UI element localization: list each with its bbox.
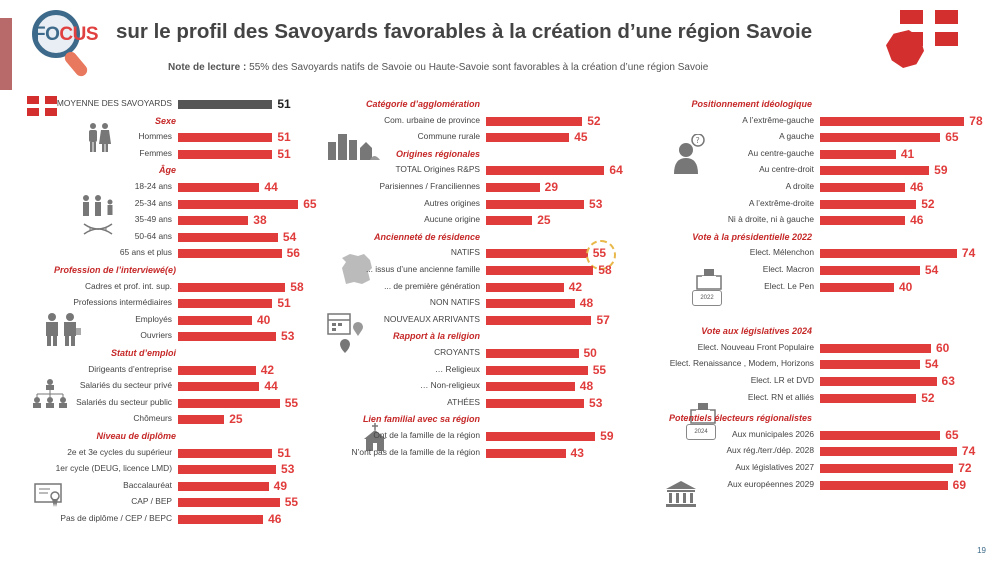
bar-label: Hommes [138,131,172,142]
value-label: 46 [910,180,924,194]
section-heading: Rapport à la religion [392,331,480,342]
bar [486,249,588,258]
section-heading: Lien familial avec sa région [362,414,480,425]
bar [820,464,953,473]
bar [486,200,584,209]
bar [820,166,929,175]
bar-label: Dirigeants d’entreprise [88,363,172,374]
ballot-box-icon [694,268,724,290]
bar-label: CROYANTS [434,347,480,357]
bar [820,183,905,192]
bar [820,377,937,386]
bar [178,233,278,242]
value-label: 56 [286,246,300,261]
value-label: 43 [570,445,584,460]
value-label: 51 [277,97,291,111]
value-label: 54 [924,263,939,277]
value-label: 51 [277,296,291,311]
value-label: 65 [303,196,317,211]
bar [820,431,940,440]
bar [486,283,564,292]
bar-label: Com. urbaine de province [384,114,480,125]
bar [178,316,252,325]
bar-label: Professions intermédiaires [73,297,172,308]
bar-label: Elect. Mélenchon [749,247,814,258]
bar [486,166,604,175]
bar-label: Ni à droite, ni à gauche [727,214,814,225]
value-label: 55 [592,246,607,261]
bar [486,316,591,325]
page-number: 19 [977,546,986,555]
bar [486,399,584,408]
bar [178,216,248,225]
value-label: 54 [282,229,297,244]
bar [820,216,905,225]
bar [486,133,569,142]
value-label: 42 [260,362,275,377]
bar [820,394,916,403]
bar [178,415,224,424]
bar-label: 25-34 ans [134,197,172,208]
bar-label: ... de première génération [384,280,480,291]
bar [178,382,259,391]
bar-label: Chômeurs [133,413,172,424]
org-chart-icon [32,378,68,408]
bar-label: Elect. Nouveau Front Populaire [697,341,814,352]
bar [178,249,282,258]
bar [486,299,575,308]
year-badge: 2022 [692,290,722,306]
value-label: 25 [229,412,243,427]
bar [178,449,272,458]
bar [178,183,259,192]
bar-label: A gauche [779,131,814,142]
section-heading: Potentiels électeurs régionalistes [668,413,812,424]
bar-label: Employés [135,313,172,324]
bar-label: Ouvriers [140,330,172,341]
section-heading: Statut d’emploi [111,348,176,358]
value-label: 53 [281,329,295,344]
bar [178,200,298,209]
accent-bar [0,18,12,90]
bar-label: Baccalauréat [123,479,172,490]
value-label: 74 [961,444,976,459]
value-label: 53 [589,196,603,211]
worker-icon [42,312,82,348]
value-label: 40 [257,312,271,327]
value-label: 46 [268,512,282,526]
bar-label: 1er cycle (DEUG, licence LMD) [55,463,172,474]
value-label: 45 [574,130,588,145]
bar-label: Cadres et prof. int. sup. [84,280,172,291]
bar-label: 50-64 ans [134,230,172,241]
bar [486,432,595,441]
bar-label: Aux européennes 2029 [727,478,814,489]
bar [178,150,272,159]
bar [820,200,916,209]
bar-label: CAP / BEP [131,496,172,507]
calendar-location-icon [326,310,364,354]
bar-label: TOTAL Origines R&PS [395,164,480,175]
bar-label: NOUVEAUX ARRIVANTS [383,313,480,324]
reading-note: Note de lecture : 55% des Savoyards natifs de Savoie ou Haute-Savoie sont favorables à la création d’une région Savoie [168,62,709,73]
bar [820,481,948,490]
bar [178,515,263,524]
value-label: 48 [579,296,594,311]
section-heading: Vote aux législatives 2024 [701,326,812,337]
section-heading: Origines régionales [395,148,480,159]
value-label: 65 [945,427,959,442]
family-dna-icon [78,194,118,240]
bar-label: Aucune origine [424,214,480,225]
value-label: 65 [945,130,959,145]
value-label: 25 [537,213,551,228]
bar [486,349,579,358]
value-label: 44 [264,379,278,394]
bar [178,332,276,341]
value-label: 51 [277,130,291,145]
bar-label: ATHÉES [447,396,480,407]
value-label: 64 [609,163,623,178]
bar-label: A droite [785,181,814,191]
bar-label: 65 ans et plus [119,247,172,258]
bar-label: NON NATIFS [429,297,480,308]
bar [820,133,940,142]
section-heading: Catégorie d’agglomération [365,99,480,109]
bar [820,283,894,292]
value-label: 46 [910,213,924,228]
value-label: 44 [264,180,278,194]
bar [178,465,276,474]
value-label: 55 [284,395,299,410]
value-label: 52 [921,390,935,405]
bar [178,283,285,292]
bar-label: A l’extrême-gauche [742,114,814,125]
value-label: 59 [934,163,948,178]
bar-label: N’ont pas de la famille de la région [351,446,480,457]
value-label: 29 [544,180,558,194]
section-heading: Ancienneté de résidence [373,231,480,242]
section-heading: Positionnement idéologique [691,99,812,109]
bar [486,382,575,391]
value-label: 49 [273,478,287,493]
value-label: 40 [899,279,913,294]
bar-label: Parisiennes / Franciliennes [379,181,480,191]
value-label: 42 [568,279,583,294]
value-label: 54 [924,357,939,372]
bar [820,150,896,159]
bar [486,183,540,192]
bar-label: Salariés du secteur privé [79,380,172,391]
value-label: 55 [284,495,299,510]
bar-label: Ont de la famille de la région [373,430,480,440]
bar-label: Elect. RN et alliés [747,391,814,402]
bar [486,366,588,375]
value-label: 50 [583,346,597,360]
value-label: 53 [281,462,295,477]
bar-label: … Religieux [434,363,480,374]
value-label: 74 [961,246,976,261]
savoy-flag-icon [27,96,57,116]
bar-label: MOYENNE DES SAVOYARDS [56,98,172,108]
bar [486,216,532,225]
bar [178,482,269,491]
value-label: 57 [596,312,610,327]
bar-label: Au centre-droit [759,164,814,175]
bar-label: Pas de diplôme / CEP / BEPC [60,513,172,523]
bar-label: Autres origines [424,197,480,208]
bar [820,117,964,126]
value-label: 59 [600,429,614,443]
section-heading: Vote à la présidentielle 2022 [692,231,812,242]
man-woman-icon [86,122,112,154]
bar-label: ... issus d’une ancienne famille [365,264,480,274]
bar [178,366,256,375]
value-label: 55 [592,362,607,377]
svg-text:?: ? [695,136,700,145]
value-label: 41 [900,146,915,161]
section-heading: Niveau de diplôme [96,431,176,441]
bar-label: Elect. Le Pen [764,280,814,291]
bar-label: 35-49 ans [134,214,172,225]
value-label: 78 [969,113,983,128]
bar-label: Au centre-gauche [747,147,814,158]
bar-label: Commune rurale [417,131,480,142]
value-label: 38 [253,213,267,228]
bar-label: Elect. Renaissance , Modem, Horizons [669,358,814,369]
value-label: 51 [277,146,291,161]
bar-label: A l’extrême-droite [748,197,814,208]
bar-label: Aux rég./terr./dép. 2028 [726,445,814,456]
bar-label: 2e et 3e cycles du supérieur [67,446,172,457]
value-label: 52 [587,113,601,128]
bar-label: Elect. LR et DVD [750,375,814,385]
bar-label: Femmes [139,147,172,158]
bar [820,344,931,353]
bar-label: Elect. Macron [762,264,814,274]
bar [486,266,593,275]
bar [178,133,272,142]
bar [486,449,566,458]
value-label: 58 [598,263,612,277]
value-label: 48 [579,379,594,394]
bar [820,266,920,275]
value-label: 53 [589,395,603,410]
bar [486,117,582,126]
thinking-person-icon [672,134,708,174]
bar-label: Salariés du secteur public [76,396,172,407]
bar [820,447,957,456]
bar-label: 18-24 ans [134,181,172,191]
year-badge: 2024 [686,424,716,440]
city-icon [326,130,380,160]
page-title: sur le profil des Savoyards favorables à la création d’une région Savoie [116,20,813,43]
bar [178,100,272,109]
diploma-icon [34,482,64,508]
bar [178,498,280,507]
section-heading: Âge [158,165,176,176]
bar-label: NATIFS [450,247,480,258]
institution-icon [664,480,698,508]
bar [178,399,280,408]
value-label: 51 [277,445,291,460]
value-label: 72 [958,461,972,475]
value-label: 52 [921,196,935,211]
value-label: 69 [952,477,966,492]
bar-label: Aux municipales 2026 [732,428,814,439]
bar [178,299,272,308]
section-heading: Sexe [154,115,176,126]
bar-label: … Non-religieux [419,380,480,391]
bar [820,360,920,369]
focus-logo: FOCUS [28,6,106,82]
bar-label: Aux législatives 2027 [735,462,814,472]
value-label: 58 [290,279,304,294]
section-heading: Profession de l’interviewé(e) [53,265,176,275]
value-label: 63 [941,374,955,388]
value-label: 60 [936,340,950,355]
bar [820,249,957,258]
